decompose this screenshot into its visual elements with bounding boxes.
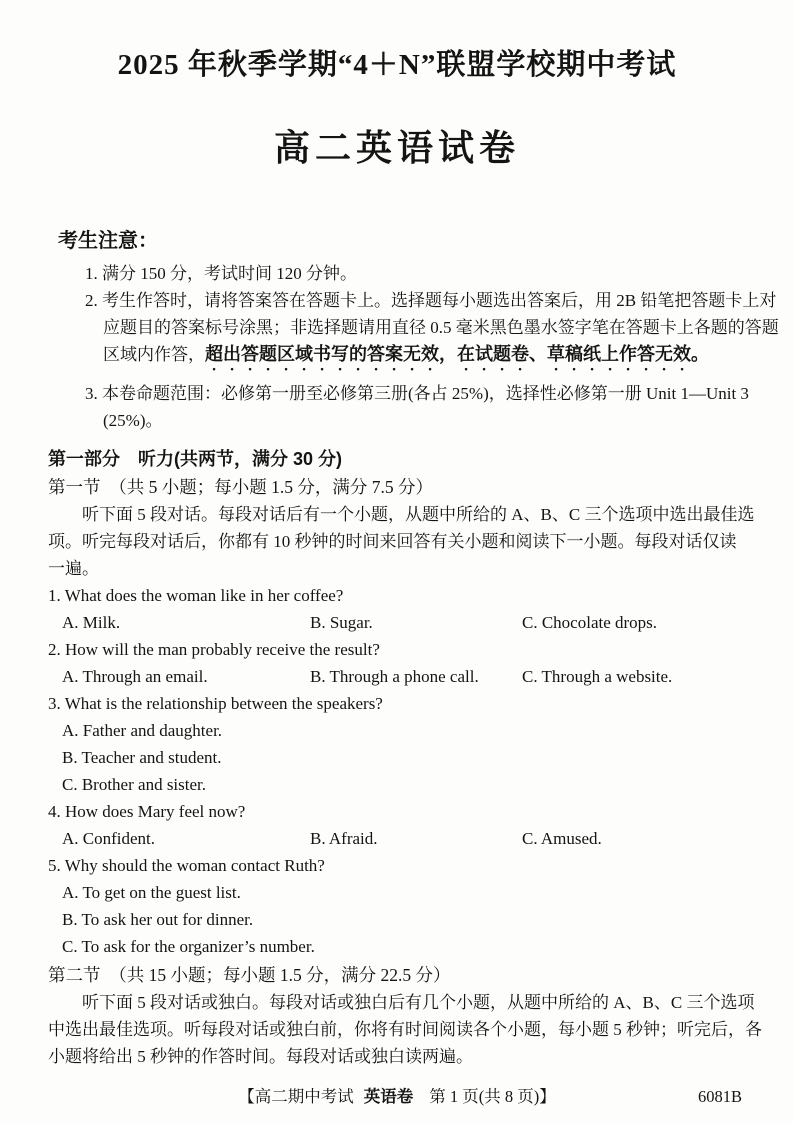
section2-intro-line-3: 小题将给出 5 秒钟的作答时间。每段对话或独白读两遍。 — [48, 1047, 473, 1066]
question-1-option-c: C. Chocolate drops. — [522, 613, 658, 632]
notice-item-2-emphasized-text: 超出答题区域书写的答案无效，在试题卷、草稿纸上作答无效。 — [205, 344, 709, 364]
question-1-stem: 1. What does the woman like in her coffee? — [48, 586, 344, 605]
question-4-stem: 4. How does Mary feel now? — [48, 802, 246, 821]
section2-intro-line-1: 听下面 5 段对话或独白。每段对话或独白后有几个小题，从题中所给的 A、B、C 三个选项 — [82, 993, 755, 1012]
section2-heading: 第二节 （共 15 小题；每小题 1.5 分，满分 22.5 分） — [48, 965, 451, 985]
notice-item-2-line-1: 2. 考生作答时，请将答案答在答题卡上。选择题每小题选出答案后，用 2B 铅笔把答题卡上对 — [85, 291, 777, 310]
question-4-options — [48, 825, 794, 852]
section1-heading: 第一节 （共 5 小题；每小题 1.5 分，满分 7.5 分） — [48, 477, 433, 497]
question-2-option-b: B. Through a phone call. — [310, 667, 479, 686]
notice-item-2-line-3 — [103, 341, 794, 374]
question-1-option-b: B. Sugar. — [310, 613, 373, 632]
part1-heading: 第一部分 听力(共两节，满分 30 分) — [48, 449, 343, 469]
question-3-option-c: C. Brother and sister. — [62, 775, 207, 794]
question-3-option-a: A. Father and daughter. — [62, 721, 223, 740]
question-5-option-c: C. To ask for the organizer’s number. — [62, 937, 315, 956]
notice-item-1: 1. 满分 150 分，考试时间 120 分钟。 — [85, 264, 357, 283]
question-3-option-b: B. Teacher and student. — [62, 748, 222, 767]
question-5-stem: 5. Why should the woman contact Ruth? — [48, 856, 325, 875]
section1-intro-line-3: 一遍。 — [48, 559, 99, 578]
section1-intro-line-1: 听下面 5 段对话。每段对话后有一个小题，从题中所给的 A、B、C 三个选项中选出最佳选 — [82, 505, 755, 524]
question-4-option-a: A. Confident. — [62, 829, 156, 848]
question-5-option-b: B. To ask her out for dinner. — [62, 910, 254, 929]
question-2-stem: 2. How will the man probably receive the result? — [48, 640, 380, 659]
footer-exam-name: 【高二期中考试 — [238, 1087, 354, 1106]
question-5-option-a: A. To get on the guest list. — [62, 883, 241, 902]
page-title: 2025 年秋季学期“4＋N”联盟学校期中考试 — [117, 49, 677, 81]
question-1-option-a: A. Milk. — [62, 613, 121, 632]
footer-paper-name: 英语卷 — [363, 1088, 414, 1106]
footer-caption — [0, 1085, 794, 1109]
question-1-options — [48, 609, 794, 636]
page-subtitle: 高二英语试卷 — [273, 127, 520, 168]
section2-intro-line-2: 中选出最佳选项。听每段对话或独白前，你将有时间阅读各个小题，每小题 5 秒钟；听完后，各 — [48, 1020, 762, 1039]
notice-item-2-line-2: 应题目的答案标号涂黑；非选择题请用直径 0.5 毫米黑色墨水签字笔在答题卡上各题的答题 — [103, 318, 779, 337]
notice-item-3-line-1: 3. 本卷命题范围：必修第一册至必修第三册(各占 25%)，选择性必修第一册 Unit 1—Unit 3 — [85, 384, 749, 403]
page-footer — [0, 1085, 794, 1109]
question-2-options — [48, 663, 794, 690]
question-2-option-c: C. Through a website. — [522, 667, 673, 686]
notice-heading: 考生注意： — [58, 230, 158, 252]
question-3-stem: 3. What is the relationship between the speakers? — [48, 694, 383, 713]
paper-code: 6081B — [697, 1087, 742, 1106]
notice-item-3-line-2: (25%)。 — [103, 411, 163, 430]
question-4-option-c: C. Amused. — [522, 829, 602, 848]
notice-item-2-line-3-regular: 区域内作答， — [103, 345, 205, 364]
footer-page-number: 第 1 页(共 8 页)】 — [429, 1087, 556, 1106]
question-4-option-b: B. Afraid. — [310, 829, 378, 848]
section1-intro-line-2: 项。听完每段对话后，你都有 10 秒钟的时间来回答有关小题和阅读下一小题。每段对话仅读 — [48, 532, 737, 551]
question-2-option-a: A. Through an email. — [62, 667, 208, 686]
